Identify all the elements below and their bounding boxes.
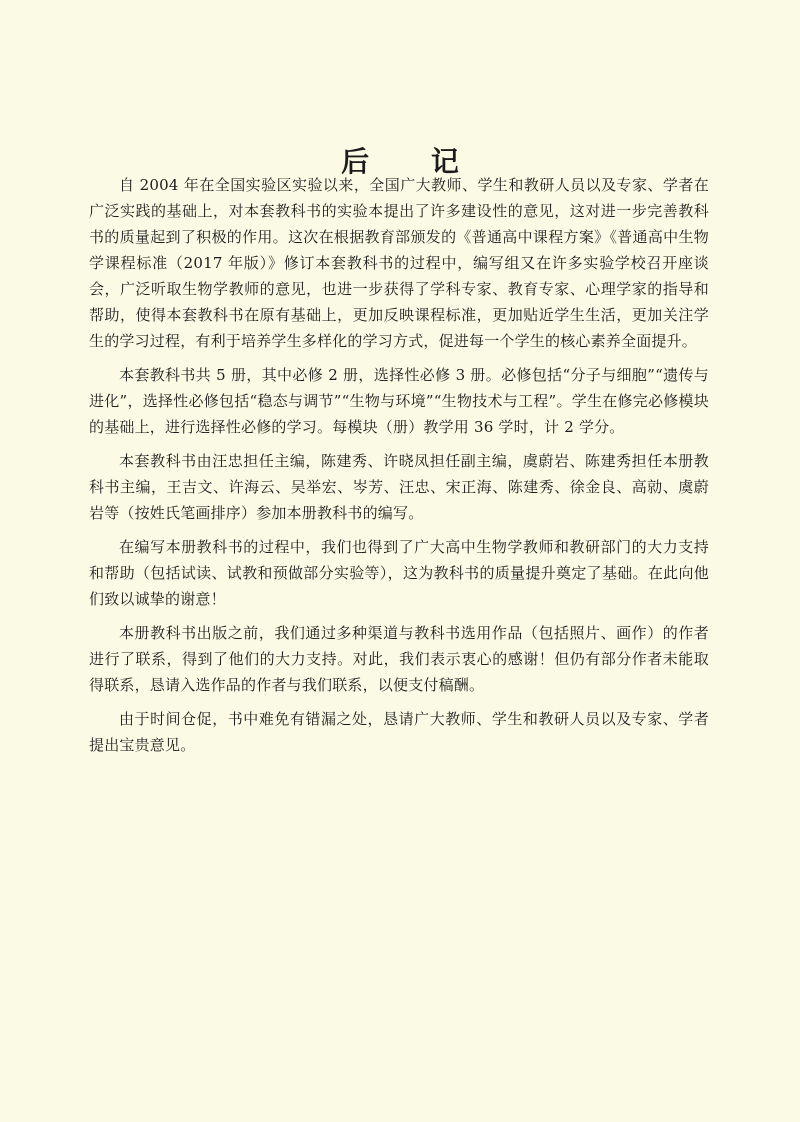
document-body <box>89 172 709 766</box>
paragraph-4: 在编写本册教科书的过程中，我们也得到了广大高中生物学教师和教研部门的大力支持和帮助（包括试读、试教和预做部分实验等），这为教科书的质量提升奠定了基础。在此向他们致以诚挚的谢意！ <box>89 538 709 608</box>
paragraph-6: 由于时间仓促，书中难免有错漏之处，恳请广大教师、学生和教研人员以及专家、学者提出宝贵意见。 <box>89 710 709 754</box>
paragraph-2: 本套教科书共 5 册，其中必修 2 册，选择性必修 3 册。必修包括“分子与细胞”“遗传与进化”，选择性必修包括“稳态与调节”“生物与环境”“生物技术与工程”。学生在修完必修模块的基础上，进行选择性必修的学习。每模块（册）教学用 36 学时，计 2 学分。 <box>89 366 709 436</box>
page-title: 后 记 <box>341 144 485 178</box>
paragraph-3: 本套教科书由汪忠担任主编，陈建秀、许晓凤担任副主编，虞蔚岩、陈建秀担任本册教科书主编，王吉文、许海云、吴举宏、岑芳、汪忠、宋正海、陈建秀、徐金良、高勍、虞蔚岩等（按姓氏笔画排序）参加本册教科书的编写。 <box>89 452 709 522</box>
paragraph-5: 本册教科书出版之前，我们通过多种渠道与教科书选用作品（包括照片、画作）的作者进行了联系，得到了他们的大力支持。对此，我们表示衷心的感谢！但仍有部分作者未能取得联系，恳请入选作品的作者与我们联系，以便支付稿酬。 <box>89 624 709 694</box>
paragraph-1: 自 2004 年在全国实验区实验以来，全国广大教师、学生和教研人员以及专家、学者在广泛实践的基础上，对本套教科书的实验本提出了许多建设性的意见，这对进一步完善教科书的质量起到了积极的作用。这次在根据教育部颁发的《普通高中课程方案》《普通高中生物学课程标准（2017 年版）》修订本套教科书的过程中，编写组又在许多实验学校召开座谈会，广泛听取生物学教师的意见，也进一步获得了学科专家、教育专家、心理学家的指导和帮助，使得本套教科书在原有基础上，更加反映课程标准，更加贴近学生生活，更加关注学生的学习过程，有利于培养学生多样化的学习方式，促进每一个学生的核心素养全面提升。 <box>89 176 709 350</box>
